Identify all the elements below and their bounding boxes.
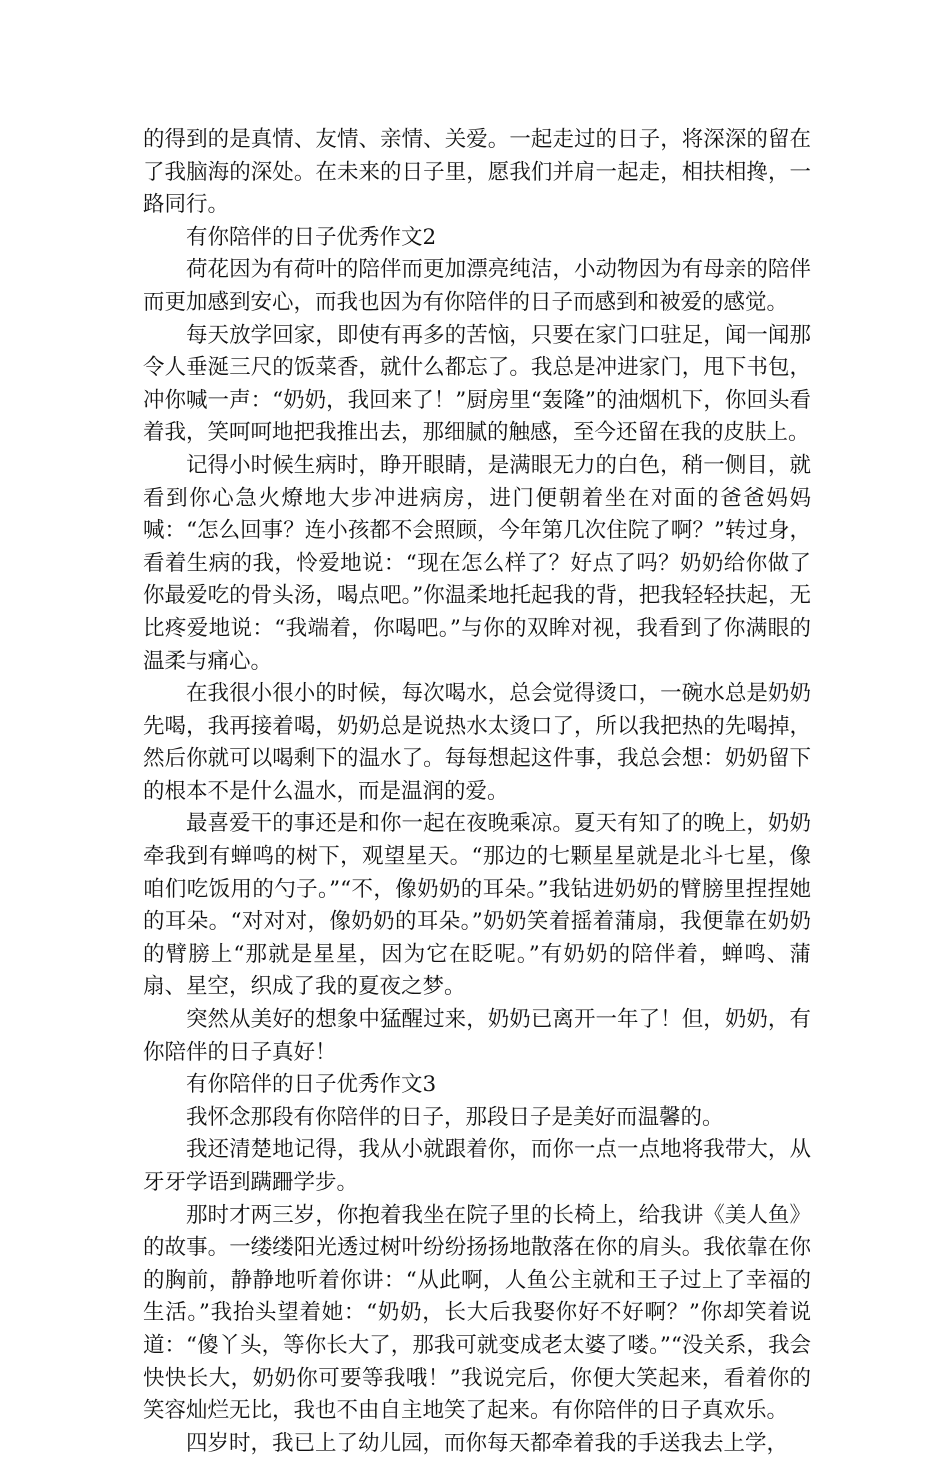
paragraph: 那时才两三岁，你抱着我坐在院子里的长椅上，给我讲《美人鱼》的故事。一缕缕阳光透过树叶纷纷扬扬地散落在你的肩头。我依靠在你的胸前，静静地听着你讲：“从此啊，人鱼公主就和王子过上了幸福的生活。”我抬头望着她：“奶奶，长大后我娶你好不好啊？”你却笑着说道：“傻丫头，等你长大了，那我可就变成老太婆了喽。”“没关系，我会快快长大，奶奶你可要等我哦！”我说完后，你便大笑起来，看着你的笑容灿烂无比，我也不由自主地笑了起来。有你陪伴的日子真欢乐。 [143,1202,811,1424]
paragraph: 我怀念那段有你陪伴的日子，那段日子是美好而温馨的。 [186,1104,724,1130]
paragraph: 在我很小很小的时候，每次喝水，总会觉得烫口，一碗水总是奶奶先喝，我再接着喝，奶奶总是说热水太烫口了，所以我把热的先喝掉，然后你就可以喝剩下的温水了。每每想起这件事，我总会想：奶奶留下的根本不是什么温水，而是温润的爱。 [143,681,811,804]
paragraph: 突然从美好的想象中猛醒过来，奶奶已离开一年了！但，奶奶，有你陪伴的日子真好！ [143,1007,811,1065]
paragraph: 每天放学回家，即使有再多的苦恼，只要在家门口驻足，闻一闻那令人垂涎三尺的饭菜香，就什么都忘了。我总是冲进家门，甩下书包，冲你喊一声：“奶奶，我回来了！”厨房里“轰隆”的油烟机下，你回头看着我，笑呵呵地把我推出去，那细腻的触感，至今还留在我的皮肤上。 [143,322,811,446]
paragraph: 四岁时，我已上了幼儿园，而你每天都牵着我的手送我去上学， [186,1430,789,1456]
paragraph: 记得小时候生病时，睁开眼睛，是满眼无力的白色，稍一侧目，就看到你心急火燎地大步冲进病房，进门便朝着坐在对面的爸爸妈妈喊：“怎么回事？连小孩都不会照顾，今年第几次住院了啊？”转过身，看着生病的我，怜爱地说：“现在怎么样了？好点了吗？奶奶给你做了你最爱吃的骨头汤，喝点吧。”你温柔地托起我的背，把我轻轻扶起，无比疼爱地说：“我端着，你喝吧。”与你的双眸对视，我看到了你满眼的温柔与痛心。 [143,452,811,674]
paragraph-continuation: 的得到的是真情、友情、亲情、关爱。一起走过的日子，将深深的留在了我脑海的深处。在未来的日子里，愿我们并肩一起走，相扶相搀，一路同行。 [143,127,811,218]
section-heading-2: 有你陪伴的日子优秀作文2 [186,224,437,250]
paragraph: 荷花因为有荷叶的陪伴而更加漂亮纯洁，小动物因为有母亲的陪伴而更加感到安心，而我也因为有你陪伴的日子而感到和被爱的感觉。 [143,257,811,315]
document-page [143,124,811,1460]
paragraph: 我还清楚地记得，我从小就跟着你，而你一点一点地将我带大，从牙牙学语到蹒跚学步。 [143,1137,811,1195]
section-heading-3: 有你陪伴的日子优秀作文3 [186,1072,437,1098]
paragraph: 最喜爱干的事还是和你一起在夜晚乘凉。夏天有知了的晚上，奶奶牵我到有蝉鸣的树下，观望星天。“那边的七颗星星就是北斗七星，像咱们吃饭用的勺子。”“不，像奶奶的耳朵。”我钻进奶奶的臂膀里捏捏她的耳朵。“对对对，像奶奶的耳朵。”奶奶笑着摇着蒲扇，我便靠在奶奶的臂膀上“那就是星星，因为它在眨呢。”有奶奶的陪伴着，蝉鸣、蒲扇、星空，织成了我的夏夜之梦。 [143,811,811,1000]
